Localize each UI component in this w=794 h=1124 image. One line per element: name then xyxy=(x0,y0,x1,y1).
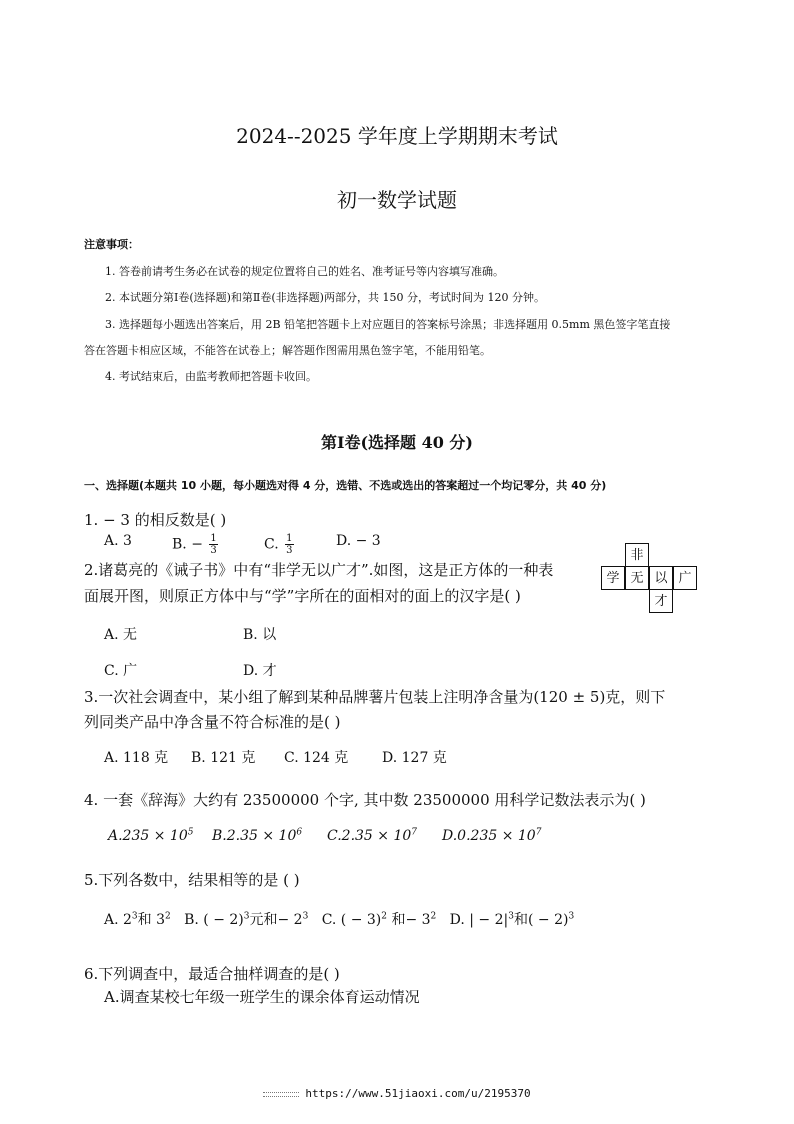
net-cell-top: 非 xyxy=(625,543,649,567)
question-1-stem: 1. − 3 的相反数是( ) xyxy=(84,511,227,529)
question-5-option-b: B. ( − 2)$^3$元和− $2^3$ xyxy=(184,911,309,928)
net-cell-1: 学 xyxy=(601,566,625,590)
fraction-one-third: $\frac{1}{3}$ xyxy=(210,533,217,556)
net-cell-4: 广 xyxy=(673,566,697,590)
footer-watermark xyxy=(0,1087,794,1100)
question-1-option-c: C. $\frac{1}{3}$ xyxy=(264,533,293,556)
question-5-option-d: D. | − $2|^3$和( − 2)$^3$ xyxy=(449,911,575,928)
question-2-option-b: B. 以 xyxy=(243,627,277,643)
question-3-option-a: A. 118 克 xyxy=(104,750,169,766)
question-6-stem: 6.下列调查中，最适合抽样调查的是( ) xyxy=(84,965,340,983)
net-cell-3: 以 xyxy=(649,566,673,590)
question-3-line-2: 列同类产品中净含量不符合标准的是( ) xyxy=(84,713,341,731)
note-item-1: 1. 答卷前请考生务必在试卷的规定位置将自己的姓名、准考证号等内容填写准确。 xyxy=(105,265,504,278)
question-1-option-b: B. − $\frac{1}{3}$ xyxy=(172,533,217,556)
fraction-one-third: $\frac{1}{3}$ xyxy=(286,533,293,556)
question-3-option-b: B. 121 克 xyxy=(191,750,256,766)
question-2-option-d: D. 才 xyxy=(243,663,277,679)
section-instruction: 一、选择题(本题共 10 小题，每小题选对得 4 分，选错、不选或选出的答案超过一个均记零分，共 40 分) xyxy=(84,479,607,492)
question-1-option-a: A. 3 xyxy=(104,533,132,549)
question-5-stem: 5.下列各数中，结果相等的是 ( ) xyxy=(84,871,300,889)
exam-subtitle: 初一数学试题 xyxy=(337,188,457,212)
note-item-2: 2. 本试题分第Ⅰ卷(选择题)和第Ⅱ卷(非选择题)两部分，共 150 分，考试时间为 120 分钟。 xyxy=(105,291,545,304)
exam-title: 2024--2025 学年度上学期期末考试 xyxy=(236,124,558,148)
net-cell-bottom: 才 xyxy=(649,589,673,613)
question-2-line-2: 面展开图，则原正方体中与“学”字所在的面相对的面上的汉字是( ) xyxy=(84,587,521,605)
net-cell-2: 无 xyxy=(625,566,649,590)
note-item-4: 4. 考试结束后，由监考教师把答题卡收回。 xyxy=(105,370,317,383)
section-title: 第Ⅰ卷(选择题 40 分) xyxy=(320,433,474,452)
question-3-line-1: 3.一次社会调查中，某小组了解到某种品牌薯片包装上注明净含量为(120 ± 5)克，则下 xyxy=(84,688,666,706)
question-1-option-d: D. − 3 xyxy=(336,533,381,549)
question-2-option-c: C. 广 xyxy=(104,663,138,679)
question-2-option-a: A. 无 xyxy=(104,627,138,643)
question-3-option-c: C. 124 克 xyxy=(284,750,349,766)
question-4-option-b: $B.2.35 \times 10^6$ xyxy=(212,827,303,844)
question-6-option-a: A.调查某校七年级一班学生的课余体育运动情况 xyxy=(104,988,420,1006)
question-4-option-c: $C.2.35 \times 10^7$ xyxy=(327,827,418,844)
notes-heading: 注意事项： xyxy=(84,238,139,251)
note-item-3-cont: 答在答题卡相应区域，不能答在试卷上；解答题作图需用黑色签字笔，不能用铅笔。 xyxy=(84,344,491,357)
watermark-mark xyxy=(263,1092,299,1097)
cube-net-figure xyxy=(601,543,699,617)
note-item-3: 3. 选择题每小题选出答案后，用 2B 铅笔把答题卡上对应题目的答案标号涂黑；非选择题用 0.5mm 黑色签字笔直接 xyxy=(105,318,671,331)
question-3-option-d: D. 127 克 xyxy=(382,750,447,766)
question-4-option-a: $A.235 \times 10^5$ xyxy=(108,827,194,844)
footer-url[interactable]: https://www.51jiaoxi.com/u/2195370 xyxy=(305,1087,531,1100)
question-2-line-1: 2.诸葛亮的《诫子书》中有“非学无以广才”.如图，这是正方体的一种表 xyxy=(84,561,554,579)
question-5-options xyxy=(104,909,574,929)
question-4-stem: 4. 一套《辞海》大约有 23500000 个字, 其中数 23500000 用科学记数法表示为( ) xyxy=(84,791,646,809)
question-5-option-a: A. $2^3$和 $3^2$ xyxy=(104,911,171,928)
question-5-option-c: C. ( − 3)$^2$ 和− $3^2$ xyxy=(321,911,437,928)
question-4-option-d: $D.0.235 \times 10^7$ xyxy=(442,827,542,844)
